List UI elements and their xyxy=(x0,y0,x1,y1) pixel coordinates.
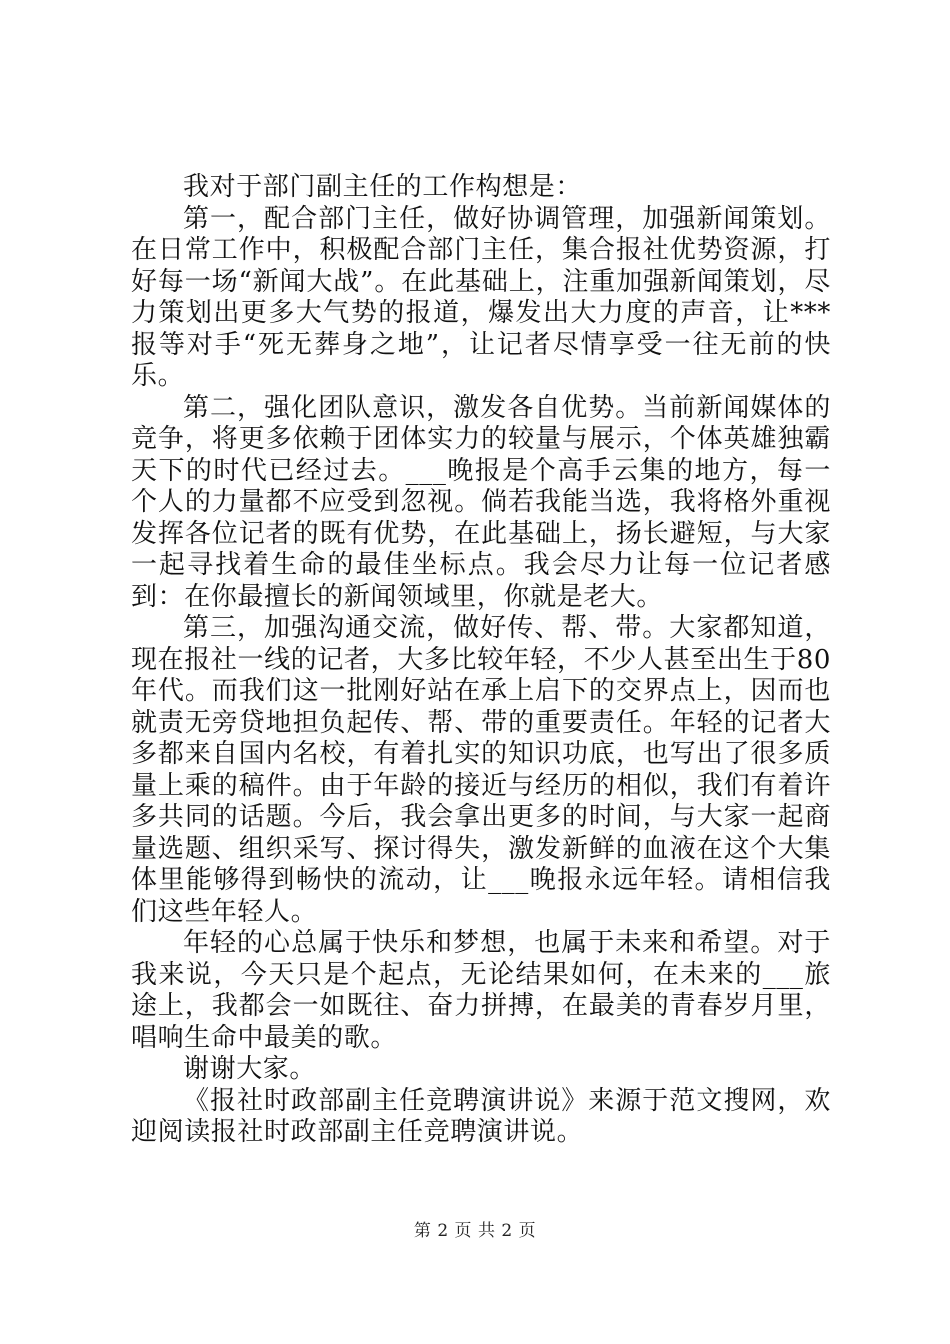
page-number-footer: 第 2 页 共 2 页 xyxy=(413,1221,537,1241)
paragraph-thanks: 谢谢大家。 xyxy=(183,1054,317,1084)
paragraph-source-note: 《报社时政部副主任竞聘演讲说》来源于范文搜网，欢迎阅读报社时政部副主任竞聘演讲说。 xyxy=(131,1085,831,1147)
paragraph-point-one: 第一，配合部门主任，做好协调管理，加强新闻策划。在日常工作中，积极配合部门主任，集合报社优势资源，打好每一场“新闻大战”。在此基础上，注重加强新闻策划，尽力策划出更多大气势的报道，爆发出大力度的声音，让***报等对手“死无葬身之地”，让记者尽情享受一往无前的快乐。 xyxy=(131,203,831,391)
paragraph-point-three: 第三，加强沟通交流，做好传、帮、带。大家都知道，现在报社一线的记者，大多比较年轻，不少人甚至出生于80年代。而我们这一批刚好站在承上启下的交界点上，因而也就责无旁贷地担负起传、帮、带的重要责任。年轻的记者大多都来自国内名校，有着扎实的知识功底，也写出了很多质量上乘的稿件。由于年龄的接近与经历的相似，我们有着许多共同的话题。今后，我会拿出更多的时间，与大家一起商量选题、组织采写、探讨得失，激发新鲜的血液在这个大集体里能够得到畅快的流动，让___晚报永远年轻。请相信我们这些年轻人。 xyxy=(131,613,831,927)
paragraph-intro: 我对于部门副主任的工作构想是： xyxy=(183,172,583,202)
document-body xyxy=(131,172,831,1149)
paragraph-closing: 年轻的心总属于快乐和梦想，也属于未来和希望。对于我来说，今天只是个起点，无论结果如何，在未来的___旅途上，我都会一如既往、奋力拼搏，在最美的青春岁月里，唱响生命中最美的歌。 xyxy=(131,928,831,1053)
paragraph-point-two: 第二，强化团队意识，激发各自优势。当前新闻媒体的竞争，将更多依赖于团体实力的较量与展示，个体英雄独霸天下的时代已经过去。___晚报是个高手云集的地方，每一个人的力量都不应受到忽视。倘若我能当选，我将格外重视发挥各位记者的既有优势，在此基础上，扬长避短，与大家一起寻找着生命的最佳坐标点。我会尽力让每一位记者感到：在你最擅长的新闻领域里，你就是老大。 xyxy=(131,392,831,612)
